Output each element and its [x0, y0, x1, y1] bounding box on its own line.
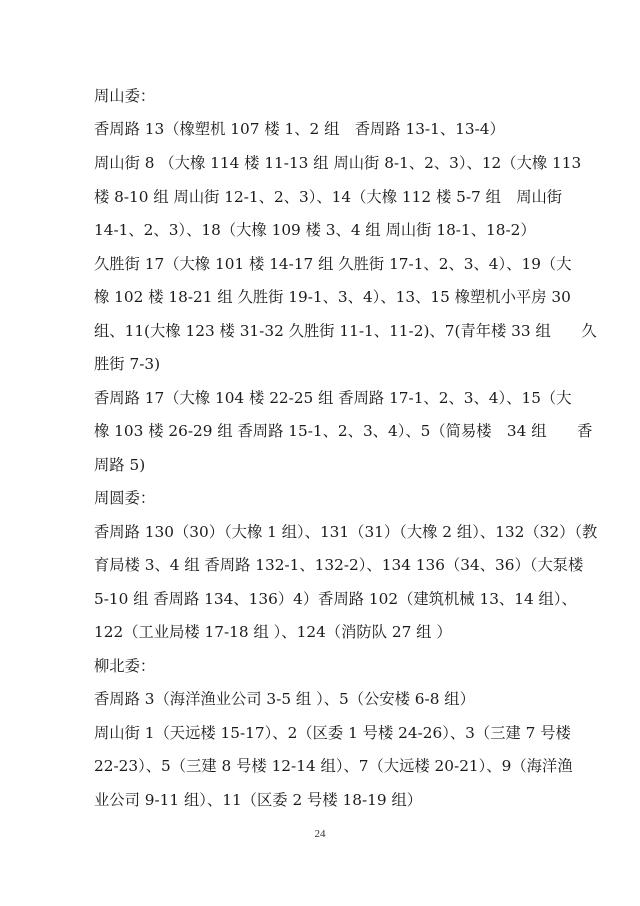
paragraph-line: 育局楼 3、4 组 香周路 132-1、132-2）、134 136（34、36）（大泵楼 — [94, 556, 584, 574]
paragraph-line: 胜街 7-3) — [94, 355, 161, 373]
section-heading-zhoushan: 周山委： — [94, 87, 156, 105]
paragraph-line: 组、11(大橡 123 楼 31-32 久胜街 11-1、11-2)、7(青年楼 33 组 久 — [94, 322, 597, 340]
paragraph-line: 122（工业局楼 17-18 组 ）、124（消防队 27 组 ） — [94, 623, 452, 641]
paragraph-line: 周山街 1（天远楼 15-17）、2（区委 1 号楼 24-26）、3（三建 7 号楼 — [94, 724, 571, 742]
paragraph-line: 香周路 3（海洋渔业公司 3-5 组 ）、5（公安楼 6-8 组） — [94, 690, 475, 708]
section-heading-zhouyuan: 周圆委： — [94, 489, 156, 507]
paragraph-line: 香周路 130（30）（大橡 1 组）、131（31）（大橡 2 组）、132（32）（教 — [94, 523, 598, 541]
paragraph-line: 楼 8-10 组 周山街 12-1、2、3）、14（大橡 112 楼 5-7 组 周山街 — [94, 188, 563, 206]
section-heading-liubei: 柳北委： — [94, 657, 156, 675]
paragraph-line: 14-1、2、3）、18（大橡 109 楼 3、4 组 周山街 18-1、18-2） — [94, 221, 536, 239]
document-page — [94, 0, 598, 906]
paragraph-line: 橡 102 楼 18-21 组 久胜街 19-1、3、4）、13、15 橡塑机小平房 30 — [94, 288, 571, 306]
paragraph-line: 香周路 17（大橡 104 楼 22-25 组 香周路 17-1、2、3、4）、15（大 — [94, 389, 572, 407]
page-number: 24 — [314, 828, 326, 840]
paragraph-line: 周山街 8 （大橡 114 楼 11-13 组 周山街 8-1、2、3）、12（大橡 113 — [94, 154, 582, 172]
paragraph-line: 5-10 组 香周路 134、136）4）香周路 102（建筑机械 13、14 组）、 — [94, 590, 577, 608]
paragraph-line: 22-23）、5（三建 8 号楼 12-14 组）、7（大远楼 20-21）、9（海洋渔 — [94, 757, 573, 775]
paragraph-line: 周路 5) — [94, 456, 146, 474]
paragraph-line: 香周路 13（橡塑机 107 楼 1、2 组 香周路 13-1、13-4） — [94, 120, 505, 138]
paragraph-line: 业公司 9-11 组）、11（区委 2 号楼 18-19 组） — [94, 791, 423, 809]
paragraph-line: 久胜街 17（大橡 101 楼 14-17 组 久胜街 17-1、2、3、4）、19（大 — [94, 255, 572, 273]
paragraph-line: 橡 103 楼 26-29 组 香周路 15-1、2、3、4）、5（简易楼 34 组 香 — [94, 422, 593, 440]
